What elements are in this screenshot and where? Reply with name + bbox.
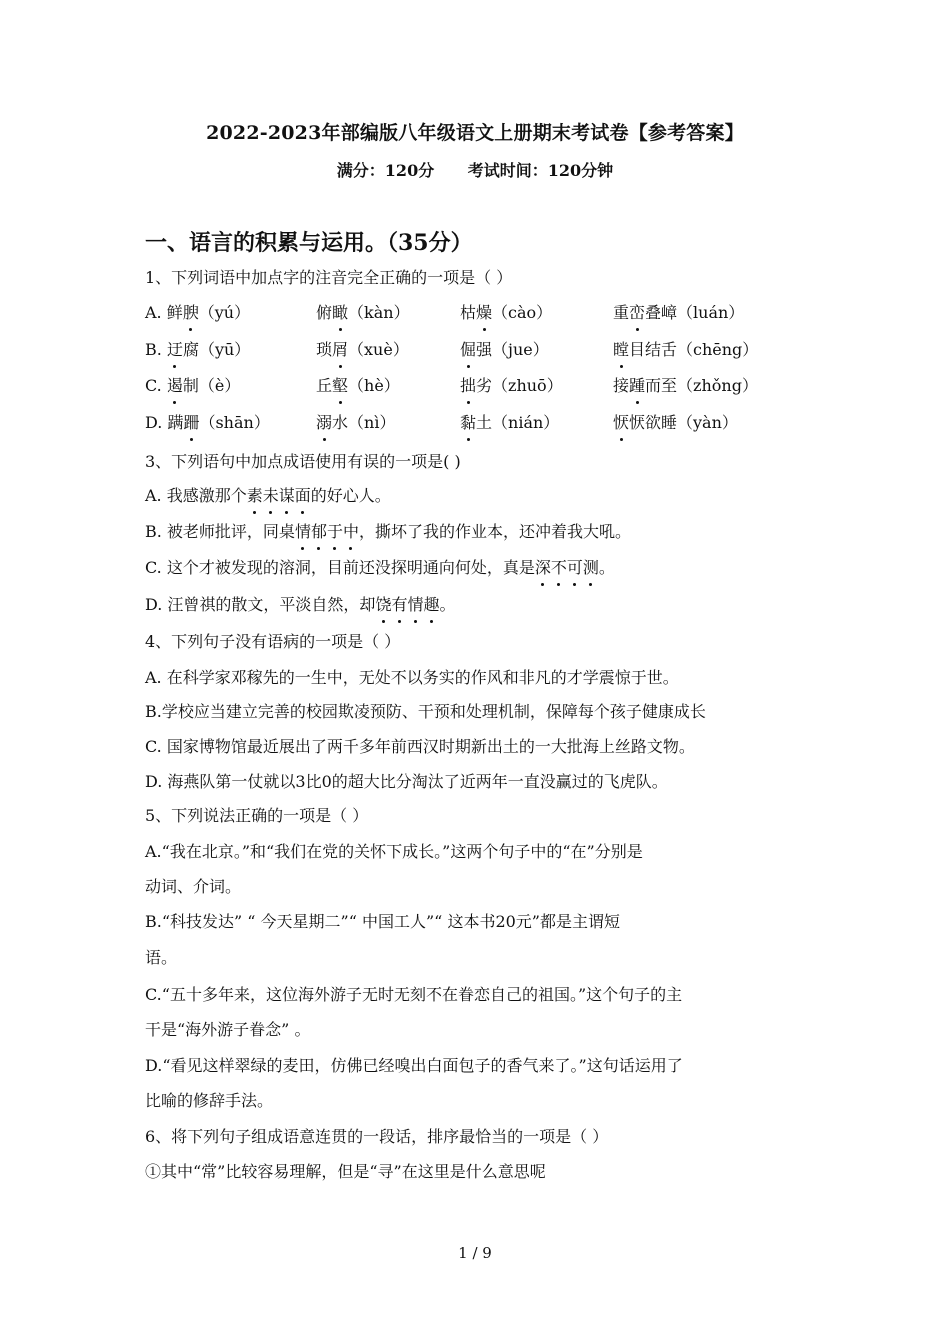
dotted-phrase bbox=[375, 595, 439, 614]
q5-option-c-line1: C.“五十多年来，这位海外游子无时无刻不在眷恋自己的祖国。”这个句子的主 bbox=[145, 985, 683, 1004]
q1-option-item: 拙劣（zhuō） bbox=[460, 374, 563, 398]
q1-option-item: A. 鲜腴（yú） bbox=[145, 301, 250, 325]
dotted-char: 有 bbox=[391, 593, 407, 617]
exam-time: 考试时间：120分钟 bbox=[467, 161, 614, 180]
dotted-char: 不 bbox=[551, 556, 567, 580]
option-label: D. bbox=[145, 413, 168, 432]
exam-info bbox=[0, 158, 950, 181]
q3-option-b: B. 被老师批评，同桌情郁于中，撕坏了我的作业本，还冲着我大吼。 bbox=[145, 520, 631, 544]
q5-option-b-line2: 语。 bbox=[145, 948, 178, 967]
q1-option-item: 溺水（nì） bbox=[316, 411, 395, 435]
dotted-phrase bbox=[247, 486, 311, 505]
q3-option-a: A. 我感激那个素未谋面的好心人。 bbox=[145, 484, 391, 508]
q1-option-item: 接踵而至（zhǒng） bbox=[613, 374, 758, 398]
page-number: 1 / 9 bbox=[458, 1244, 492, 1262]
option-label: B. bbox=[145, 340, 167, 359]
dotted-char: 面 bbox=[295, 484, 311, 508]
q1-option-item: 重峦叠嶂（luán） bbox=[613, 301, 744, 325]
dotted-phrase bbox=[535, 558, 599, 577]
q1-stem: 1、下列词语中加点字的注音完全正确的一项是（ ） bbox=[145, 268, 513, 287]
dotted-phrase bbox=[295, 522, 359, 541]
q4-option-b: B.学校应当建立完善的校园欺凌预防、干预和处理机制，保障每个孩子健康成长 bbox=[145, 702, 706, 721]
q3-option-d: D. 汪曾祺的散文，平淡自然，却饶有情趣。 bbox=[145, 593, 456, 617]
q4-stem: 4、下列句子没有语病的一项是（ ） bbox=[145, 632, 401, 651]
q1-option-item: 恹恹欲睡（yàn） bbox=[613, 411, 738, 435]
dotted-char: 素 bbox=[247, 484, 263, 508]
dotted-char: 燥 bbox=[476, 301, 492, 325]
dotted-char: 壑 bbox=[332, 374, 348, 398]
q4-option-d: D. 海燕队第一仗就以3比0的超大比分淘汰了近两年一直没赢过的飞虎队。 bbox=[145, 772, 668, 791]
q5-option-a-line1: A.“我在北京。”和“我们在党的关怀下成长。”这两个句子中的“在”分别是 bbox=[145, 842, 643, 861]
q1-option-item: C. 遏制（è） bbox=[145, 374, 240, 398]
dotted-char: 拙 bbox=[460, 374, 476, 398]
dotted-char: 可 bbox=[567, 556, 583, 580]
dotted-char: 屑 bbox=[332, 338, 348, 362]
dotted-char: 测 bbox=[583, 556, 599, 580]
q3-stem: 3、下列语句中加点成语使用有误的一项是( ) bbox=[145, 452, 461, 471]
q5-option-a-line2: 动词、介词。 bbox=[145, 877, 242, 896]
q5-option-d-line1: D.“看见这样翠绿的麦田，仿佛已经嗅出白面包子的香气来了。”这句话运用了 bbox=[145, 1056, 683, 1075]
q3-option-c: C. 这个才被发现的溶洞，目前还没探明通向何处，真是深不可测。 bbox=[145, 556, 615, 580]
q1-option-item: 俯瞰（kàn） bbox=[316, 301, 410, 325]
dotted-char: 恹 bbox=[613, 411, 629, 435]
q1-option-item: 琐屑（xuè） bbox=[316, 338, 409, 362]
dotted-char: 腴 bbox=[183, 301, 199, 325]
dotted-char: 情 bbox=[295, 520, 311, 544]
q1-option-item: 枯燥（cào） bbox=[460, 301, 552, 325]
q4-option-a: A. 在科学家邓稼先的一生中，无处不以务实的作风和非凡的才学震惊于世。 bbox=[145, 668, 679, 687]
dotted-char: 情 bbox=[407, 593, 423, 617]
dotted-char: 迂 bbox=[167, 338, 183, 362]
q5-option-d-line2: 比喻的修辞手法。 bbox=[145, 1091, 274, 1110]
dotted-char: 趣 bbox=[423, 593, 439, 617]
dotted-char: 饶 bbox=[375, 593, 391, 617]
dotted-char: 溺 bbox=[316, 411, 332, 435]
q1-option-item: 丘壑（hè） bbox=[316, 374, 400, 398]
q1-option-item: B. 迂腐（yū） bbox=[145, 338, 250, 362]
page-title: 2022-2023年部编版八年级语文上册期末考试卷【参考答案】 bbox=[206, 122, 744, 144]
q1-option-item: 瞠目结舌（chēng） bbox=[613, 338, 758, 362]
q1-option-item: D. 蹒跚（shān） bbox=[145, 411, 270, 435]
q6-stem: 6、将下列句子组成语意连贯的一段话，排序最恰当的一项是（ ） bbox=[145, 1127, 609, 1146]
full-score: 满分：120分 bbox=[336, 161, 435, 180]
dotted-char: 遏 bbox=[167, 374, 183, 398]
option-label: C. bbox=[145, 376, 167, 395]
q1-option-item: 黏土（nián） bbox=[460, 411, 559, 435]
dotted-char: 跚 bbox=[183, 411, 199, 435]
dotted-char: 深 bbox=[535, 556, 551, 580]
dotted-char: 郁 bbox=[311, 520, 327, 544]
dotted-char: 中 bbox=[343, 520, 359, 544]
dotted-char: 谋 bbox=[279, 484, 295, 508]
dotted-char: 于 bbox=[327, 520, 343, 544]
option-label: A. bbox=[145, 303, 167, 322]
q5-option-b-line1: B.“科技发达” “ 今天星期二”“ 中国工人”“ 这本书20元”都是主谓短 bbox=[145, 912, 620, 931]
dotted-char: 瞰 bbox=[332, 301, 348, 325]
dotted-char: 黏 bbox=[460, 411, 476, 435]
section-heading: 一、语言的积累与运用。（35分） bbox=[145, 230, 473, 256]
dotted-char: 倔 bbox=[460, 338, 476, 362]
dotted-char: 瞠 bbox=[613, 338, 629, 362]
q5-stem: 5、下列说法正确的一项是（ ） bbox=[145, 806, 369, 825]
q5-option-c-line2: 干是“海外游子眷念” 。 bbox=[145, 1020, 311, 1039]
q4-option-c: C. 国家博物馆最近展出了两千多年前西汉时期新出土的一大批海上丝路文物。 bbox=[145, 737, 695, 756]
dotted-char: 峦 bbox=[629, 301, 645, 325]
dotted-char: 踵 bbox=[629, 374, 645, 398]
dotted-char: 未 bbox=[263, 484, 279, 508]
q6-sentence-1: ①其中“常”比较容易理解，但是“寻”在这里是什么意思呢 bbox=[145, 1162, 546, 1181]
q1-option-item: 倔强（jue） bbox=[460, 338, 549, 362]
